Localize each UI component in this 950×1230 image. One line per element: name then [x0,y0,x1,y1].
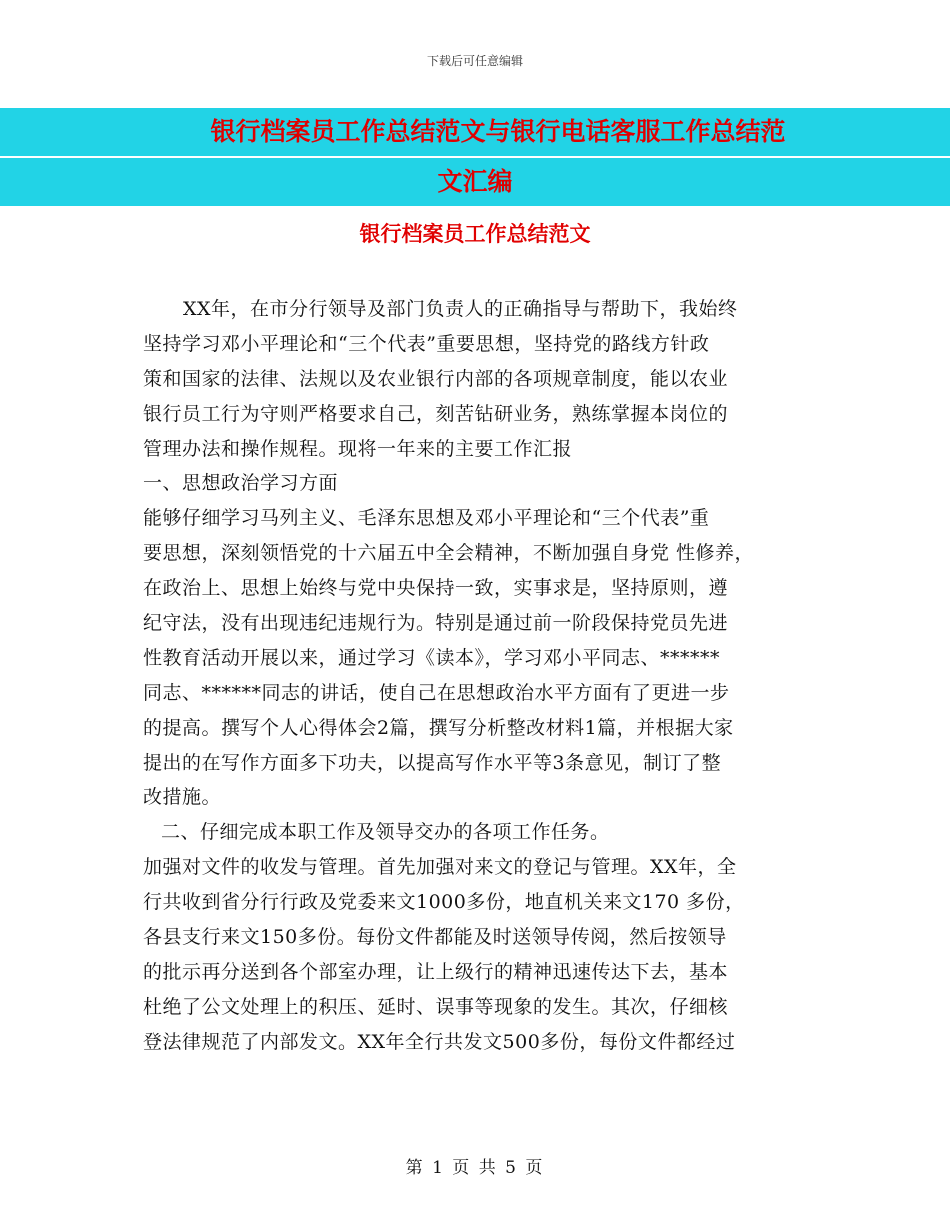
paragraph-line: 的批示再分送到各个部室办理，让上级行的精神迅速传达下去，基本 [143,960,729,983]
paragraph-line: 同志、******同志的讲话，使自己在思想政治水平方面有了更进一步 [143,681,730,704]
paragraph-line: 行共收到省分行行政及党委来文1000多份，地直机关来文170 多份， [143,891,745,914]
paragraph-line: 改措施。 [143,786,222,809]
paragraph-line: 登法律规范了内部发文。XX年全行共发文500多份，每份文件都经过 [143,1030,736,1053]
paragraph-line: 管理办法和操作规程。现将一年来的主要工作汇报 [143,437,573,460]
paragraph-line: 要思想，深刻领悟党的十六届五中全会精神，不断加强自身党 性修养， [143,542,755,565]
title-line-1: 银行档案员工作总结范文与银行电话客服工作总结范 [210,117,786,146]
page-footer: 第 1 页 共 5 页 [405,1158,545,1178]
header-note: 下载后可任意编辑 [426,54,523,68]
paragraph-line: 提出的在写作方面多下功夫，以提高写作水平等3条意见，制订了整 [143,751,722,774]
title-line-2: 文汇编 [437,167,513,196]
body-text [143,292,815,1060]
paragraph-line: 的提高。撰写个人心得体会2篇，撰写分析整改材料1篇，并根据大家 [143,716,734,739]
paragraph-line: 策和国家的法律、法规以及农业银行内部的各项规章制度，能以农业 [143,367,729,390]
paragraph-line: 在政治上、思想上始终与党中央保持一致，实事求是，坚持原则，遵 [143,577,729,600]
document-title [0,108,950,206]
paragraph-line: 性教育活动开展以来，通过学习《读本》，学习邓小平同志、****** [143,646,721,669]
section-heading-1: 一、思想政治学习方面 [143,472,339,495]
section-subtitle: 银行档案员工作总结范文 [359,222,591,246]
paragraph-line: 能够仔细学习马列主义、毛泽东思想及邓小平理论和“三个代表”重 [143,507,710,530]
paragraph-line: 坚持学习邓小平理论和“三个代表”重要思想，坚持党的路线方针政 [143,332,710,355]
paragraph-line: 纪守法，没有出现违纪违规行为。特别是通过前一阶段保持党员先进 [143,612,729,635]
paragraph-line: XX年，在市分行领导及部门负责人的正确指导与帮助下，我始终 [183,298,738,320]
paragraph-line: 杜绝了公文处理上的积压、延时、误事等现象的发生。其次，仔细核 [143,995,729,1018]
paragraph-line: 各县支行来文150多份。每份文件都能及时送领导传阅，然后按领导 [143,926,727,949]
section-heading-2: 二、仔细完成本职工作及领导交办的各项工作任务。 [161,821,610,844]
paragraph-line: 银行员工行为守则严格要求自己，刻苦钻研业务，熟练掌握本岗位的 [143,402,729,425]
paragraph-line: 加强对文件的收发与管理。首先加强对来文的登记与管理。XX年，全 [143,856,737,879]
